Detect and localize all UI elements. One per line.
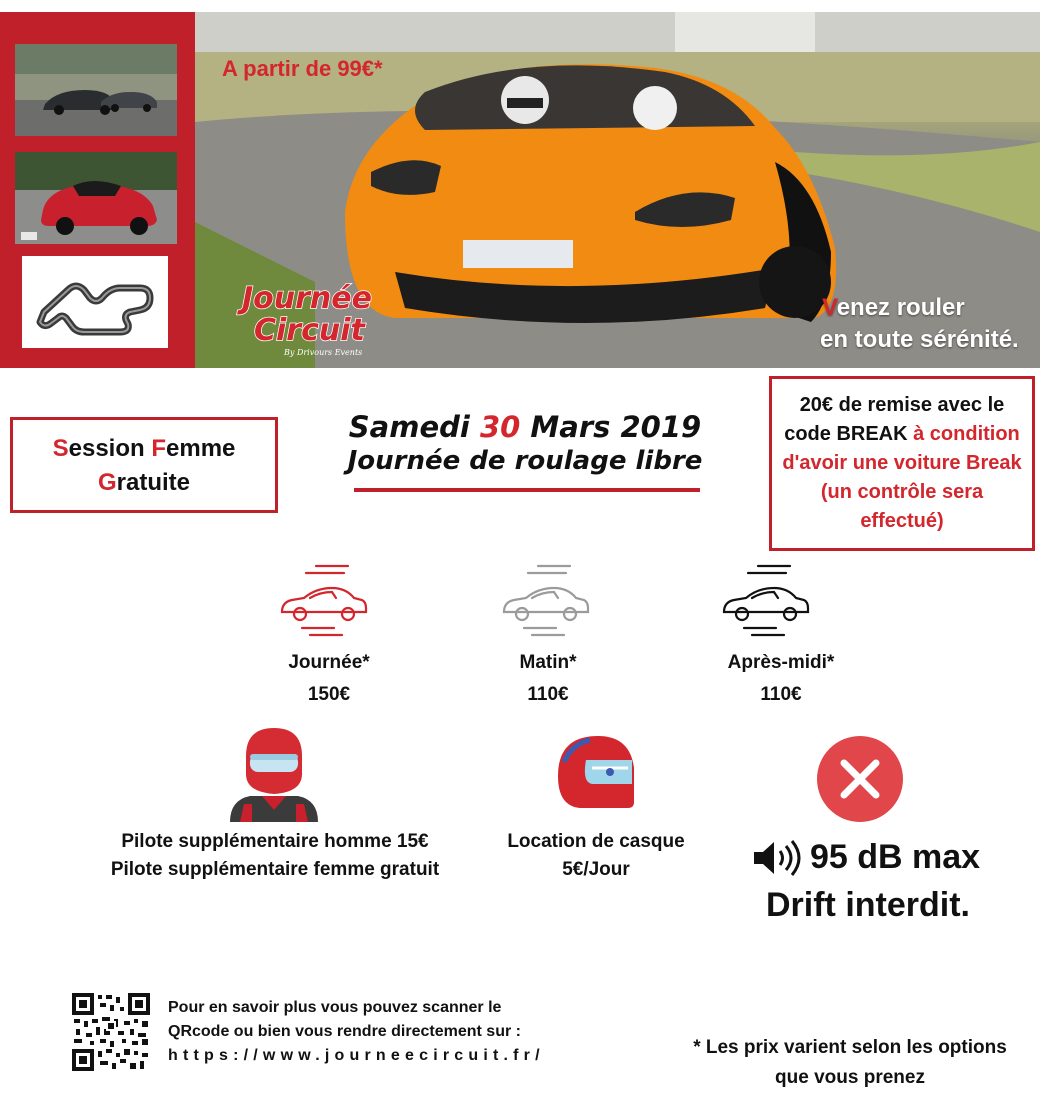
helmet-line-1: Location de casque <box>507 831 685 852</box>
price-teaser: A partir de 99€* <box>222 56 383 81</box>
hero-banner <box>0 0 1040 368</box>
session-ession: ession <box>68 435 152 462</box>
helmet-icon <box>552 732 636 810</box>
pilot-option-text <box>100 828 450 884</box>
pilot-icon <box>226 726 322 822</box>
qr-code[interactable] <box>72 993 150 1071</box>
event-date <box>300 410 750 444</box>
forbidden-x-icon <box>816 735 904 823</box>
noise-text: 95 dB max <box>810 838 981 876</box>
event-day: Samedi <box>348 410 470 444</box>
discount-line-2 <box>772 420 1032 449</box>
price-disclaimer <box>680 1033 1020 1093</box>
disclaimer-line-1: * Les prix varient selon les options <box>693 1037 1007 1058</box>
date-underline <box>354 488 700 492</box>
session-s: S <box>52 435 69 462</box>
tagline-line-1 <box>822 294 965 322</box>
logo-byline: By Drivours Events <box>284 348 363 357</box>
price-label-journee: Journée* <box>288 652 370 673</box>
logo-word-1: Journée <box>242 281 372 316</box>
price-label-matin: Matin* <box>519 652 577 673</box>
tagline-line-2: en toute sérénité. <box>820 326 1019 353</box>
website-url-link[interactable]: https://www.journeecircuit.fr/ <box>168 1047 545 1064</box>
discount-line-5: effectué) <box>860 510 944 532</box>
journee-circuit-logo <box>236 276 376 360</box>
info-line-1: Pour en savoir plus vous pouvez scanner le <box>168 999 502 1016</box>
event-date-block <box>300 410 750 478</box>
disclaimer-line-2: que vous prenez <box>775 1067 925 1088</box>
info-text <box>168 996 560 1068</box>
event-subtitle: Journée de roulage libre <box>347 446 703 476</box>
helmet-line-2: 5€/Jour <box>562 859 630 880</box>
price-value-matin: 110€ <box>527 684 569 705</box>
discount-line-3: d'avoir une voiture Break <box>782 452 1022 474</box>
session-g: G <box>97 469 117 496</box>
session-line-1 <box>13 432 275 466</box>
logo-word-2: Circuit <box>254 313 365 348</box>
thumbnail-track-cars <box>15 44 177 136</box>
session-ratuite: ratuite <box>116 469 191 496</box>
discount-line-1: 20€ de remise avec le <box>799 394 1005 416</box>
circuit-map-icon <box>22 256 168 348</box>
tagline-initial: V <box>822 294 837 321</box>
thumbnail-red-car <box>15 152 177 244</box>
event-month-year: Mars 2019 <box>530 410 702 444</box>
pilot-line-1: Pilote supplémentaire homme 15€ <box>121 831 429 852</box>
price-label-apres-midi: Après-midi* <box>727 652 835 673</box>
pilot-line-2: Pilote supplémentaire femme gratuit <box>110 859 440 880</box>
drift-forbidden: Drift interdit. <box>766 886 970 924</box>
race-car-icon-black <box>718 560 814 640</box>
speaker-icon <box>752 839 802 877</box>
race-car-icon-red <box>276 560 372 640</box>
info-line-2: QRcode ou bien vous rendre directement sur : <box>168 1023 521 1040</box>
race-car-icon-grey <box>498 560 594 640</box>
price-value-apres-midi: 110€ <box>760 684 802 705</box>
discount-line-4: (un contrôle sera <box>820 481 984 503</box>
discount-condition: à condition <box>913 423 1020 445</box>
session-f: F <box>151 435 166 462</box>
session-emme: emme <box>166 435 236 462</box>
session-femme-box <box>10 417 278 513</box>
tagline-rest: enez rouler <box>836 294 965 321</box>
price-value-journee: 150€ <box>307 684 351 705</box>
discount-code: code BREAK <box>784 423 914 445</box>
helmet-option-text <box>498 828 694 884</box>
noise-limit <box>752 838 980 877</box>
event-date-number: 30 <box>479 410 521 444</box>
thumbnail-circuit-layout <box>22 256 168 348</box>
break-discount-box <box>769 376 1035 551</box>
session-line-2 <box>13 466 275 500</box>
